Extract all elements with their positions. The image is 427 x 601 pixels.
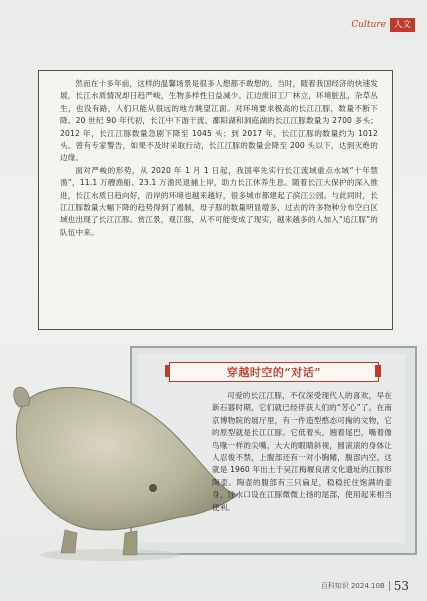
section-label-cn: 人文 — [390, 18, 415, 32]
feature-text — [212, 390, 392, 514]
footer-divider — [389, 581, 390, 591]
page-footer — [321, 579, 409, 593]
feature-title: 穿越时空的“对话” — [169, 362, 379, 382]
article-body — [60, 78, 378, 239]
section-header — [351, 17, 415, 33]
title-cap-right — [375, 365, 381, 377]
issue-label: 百科知识 2024.10B — [320, 582, 385, 590]
article-paragraph-1: 然而在十多年前，这样的温馨场景是很多人想都不敢想的。当时，随着我国经济的快速发展，长江水质情况却日趋严峻，生物多样性日益减少。江边废旧工厂林立，环境脏乱，杂草丛生，也没有路，人们只能从很远的地方眺望江面。对环境要求极高的长江江豚，数量不断下降。20 世纪 90 年代初，长江中下游干流、鄱阳湖和洞庭湖的长江江豚数量为 2700 多头；2012 年，长江江豚数量急剧下降至 1045 头；到 2017 年，长江江豚的数量约为 1012 头。曾有专家警告，如果不及时采取行动，长江江豚的数量会降至 200 头以下，达到灭绝的边缘。 — [60, 79, 378, 163]
page-number: 53 — [393, 579, 409, 593]
feature-paragraph: 可爱的长江江豚，不仅深受现代人的喜欢，早在新石器时期，它们就已经俘获人们的“芳心”了。在南京博物院的展厅里，有一件造型憨态可掬的文物，它的原型就是长江江豚。它低着头，翘着尾巴，嘴着像鸟喙一样的尖嘴，大大的眼睛斜视，圆滚滚的身体让人忍俊不禁，上腹部还有一对小胸鳍，腹部内空。这就是 1960 年出土于吴江梅堰良渚文化遗址的江豚形陶壶。陶壶的腹部有三只扁足，稳稳托住饱满的壶身，注水口设在江豚微微上扬的尾部，使用起来相当便利。 — [212, 391, 392, 512]
article-paragraph-2: 面对严峻的形势，从 2020 年 1 月 1 日起，我国率先实行长江流域重点水域“十年禁渔”，11.1 万艘渔船、23.1 万渔民退捕上岸，助力长江休养生息。随着长江大保护的深入推进，长江水质日趋向好，沿岸的环境也越来越好，很多城市都建起了滨江公园。与此同时，长江江豚数量大幅下降的趋势得到了遏制，母子豚的数量明显增多，过去的许多物种分布空白区域也出现了长江江豚。赏江景，观江豚，从不可能变成了现实，越来越多的人加入“追江豚”的队伍中来。 — [60, 165, 378, 237]
section-label-en: Culture — [351, 20, 386, 30]
porpoise-pottery-image — [5, 365, 245, 565]
